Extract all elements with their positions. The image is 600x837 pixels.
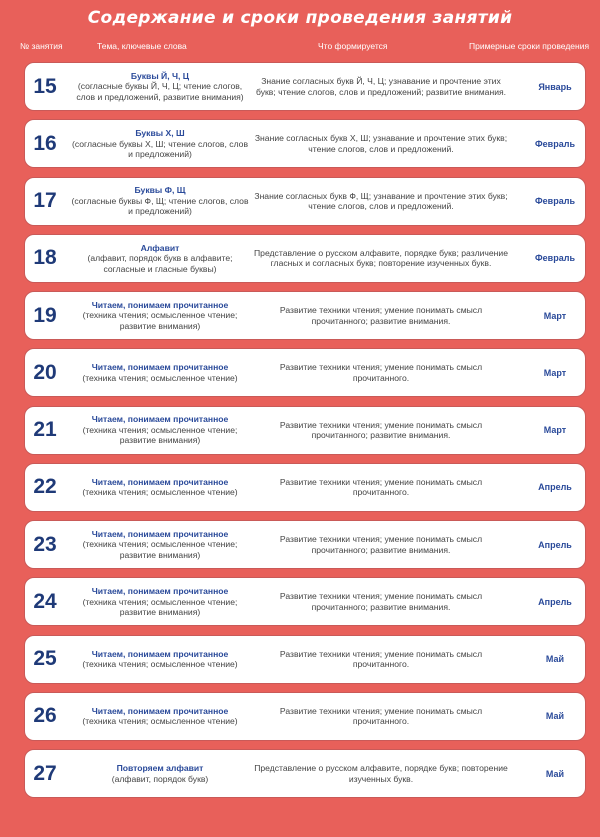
lesson-number: 20 xyxy=(33,360,57,384)
topic-detail: (техника чтения; осмысленное чтение; развитие внимания) xyxy=(82,424,238,446)
lesson-result: Представление о русском алфавите, порядке букв; повторение изученных букв. xyxy=(254,763,508,784)
lesson-date: Февраль xyxy=(535,196,575,206)
lesson-number: 19 xyxy=(33,303,57,327)
lesson-topic xyxy=(71,407,249,454)
topic-detail: (согласные буквы Ф, Щ; чтение слогов, слов и предложений) xyxy=(71,195,249,217)
lesson-result: Развитие техники чтения; умение понимать смысл прочитанного. xyxy=(279,362,483,383)
lesson-result: Знание согласных букв Х, Ш; узнавание и прочтение этих букв; чтение слогов, слов и предложений. xyxy=(254,133,508,154)
topic-detail: (техника чтения; осмысленное чтение) xyxy=(82,487,238,498)
topic-title: Буквы Й, Ч, Ц xyxy=(130,70,190,81)
lesson-topic xyxy=(71,578,249,625)
lesson-result: Развитие техники чтения; умение понимать смысл прочитанного; развитие внимания. xyxy=(279,305,483,326)
header-result: Что формируется xyxy=(318,41,388,51)
table-row xyxy=(24,749,586,798)
topic-title: Алфавит xyxy=(140,242,180,253)
lesson-date: Январь xyxy=(538,81,572,92)
lesson-date: Апрель xyxy=(538,482,572,493)
topic-title: Читаем, понимаем прочитанное xyxy=(91,528,229,539)
table-row xyxy=(24,692,586,741)
topic-title: Читаем, понимаем прочитанное xyxy=(91,362,229,373)
lesson-result: Знание согласных букв Й, Ч, Ц; узнавание и прочтение этих букв; чтение слогов, слов и предложений; развитие внимания. xyxy=(255,76,507,97)
topic-detail: (алфавит, порядок букв в алфавите; согласные и гласные буквы) xyxy=(87,253,233,274)
table-row xyxy=(24,635,586,684)
topic-detail: (техника чтения; осмысленное чтение; развитие внимания) xyxy=(82,596,238,617)
lesson-result: Развитие техники чтения; умение понимать смысл прочитанного. xyxy=(279,476,483,498)
lesson-topic xyxy=(71,292,249,339)
topic-detail: (техника чтения; осмысленное чтение) xyxy=(82,716,238,727)
lesson-number: 16 xyxy=(33,131,57,155)
lesson-date: Март xyxy=(543,425,567,435)
lesson-result: Развитие техники чтения; умение понимать смысл прочитанного; развитие внимания. xyxy=(279,591,483,612)
lesson-date: Март xyxy=(543,310,567,321)
topic-title: Читаем, понимаем прочитанное xyxy=(91,299,229,310)
lesson-topic xyxy=(71,63,249,110)
lesson-result: Представление о русском алфавите, порядке букв; различение гласных и согласных букв; повторение изученных букв. xyxy=(254,247,508,269)
topic-detail: (согласные буквы Й, Ч, Ц; чтение слогов, слов и предложений, развитие внимания) xyxy=(76,81,244,102)
lesson-topic xyxy=(71,178,249,225)
lesson-number: 27 xyxy=(33,761,57,785)
lesson-result: Развитие техники чтения; умение понимать смысл прочитанного. xyxy=(279,648,483,669)
lesson-topic xyxy=(71,693,249,740)
lesson-topic xyxy=(71,521,249,568)
topic-title: Буквы Ф, Щ xyxy=(134,185,186,196)
lesson-number: 26 xyxy=(33,704,57,728)
lessons-table xyxy=(24,62,584,806)
table-row xyxy=(24,463,586,512)
header-topic: Тема, ключевые слова xyxy=(97,41,187,51)
lesson-date: Май xyxy=(545,654,565,664)
lesson-number: 25 xyxy=(33,647,57,670)
page-title: Содержание и сроки проведения занятий xyxy=(87,8,513,28)
header-number: № занятия xyxy=(20,41,63,51)
topic-title: Читаем, понимаем прочитанное xyxy=(91,705,229,716)
topic-detail: (техника чтения; осмысленное чтение) xyxy=(82,659,238,669)
topic-title: Повторяем алфавит xyxy=(116,763,204,773)
lesson-date: Февраль xyxy=(535,253,575,264)
lesson-date: Май xyxy=(545,768,565,779)
lesson-topic xyxy=(71,464,249,511)
lesson-number: 15 xyxy=(33,74,57,98)
table-row xyxy=(24,520,586,569)
lesson-result: Развитие техники чтения; умение понимать смысл прочитанного; развитие внимания. xyxy=(279,534,483,555)
lesson-topic xyxy=(71,750,249,797)
lesson-number: 18 xyxy=(33,246,57,270)
lesson-number: 22 xyxy=(33,475,57,499)
topic-title: Буквы Х, Ш xyxy=(135,128,185,138)
lesson-result: Развитие техники чтения; умение понимать смысл прочитанного; развитие внимания. xyxy=(279,419,483,440)
topic-detail: (техника чтения; осмысленное чтение) xyxy=(82,372,238,383)
topic-detail: (согласные буквы Х, Ш; чтение слогов, слов и предложений) xyxy=(71,138,249,159)
table-row xyxy=(24,348,586,397)
lesson-date: Март xyxy=(543,367,567,378)
lesson-result: Знание согласных букв Ф, Щ; узнавание и прочтение этих букв; чтение слогов, слов и предложений. xyxy=(254,190,508,211)
lesson-topic xyxy=(71,120,249,167)
topic-detail: (алфавит, порядок букв) xyxy=(111,773,209,784)
lesson-number: 23 xyxy=(33,532,57,556)
lesson-topic xyxy=(71,636,249,683)
lesson-result: Развитие техники чтения; умение понимать смысл прочитанного. xyxy=(279,705,483,727)
lesson-topic xyxy=(71,235,249,282)
lesson-topic xyxy=(71,349,249,396)
lesson-number: 24 xyxy=(33,589,57,613)
lesson-date: Апрель xyxy=(538,539,572,550)
lesson-number: 17 xyxy=(33,189,57,212)
lesson-date: Февраль xyxy=(535,138,575,149)
topic-detail: (техника чтения; осмысленное чтение; развитие внимания) xyxy=(82,310,238,331)
table-row xyxy=(24,234,586,283)
topic-title: Читаем, понимаем прочитанное xyxy=(91,476,229,487)
topic-detail: (техника чтения; осмысленное чтение; развитие внимания) xyxy=(82,539,238,560)
topic-title: Читаем, понимаем прочитанное xyxy=(91,648,229,659)
lesson-date: Апрель xyxy=(538,596,572,607)
topic-title: Читаем, понимаем прочитанное xyxy=(91,586,229,596)
table-row xyxy=(24,177,586,226)
table-row xyxy=(24,62,586,111)
table-row xyxy=(24,577,586,626)
table-row xyxy=(24,119,586,168)
lesson-number: 21 xyxy=(33,418,57,441)
table-row xyxy=(24,406,586,455)
topic-title: Читаем, понимаем прочитанное xyxy=(91,414,229,425)
table-row xyxy=(24,291,586,340)
lesson-date: Май xyxy=(545,711,565,722)
header-date: Примерные сроки проведения xyxy=(469,41,590,51)
